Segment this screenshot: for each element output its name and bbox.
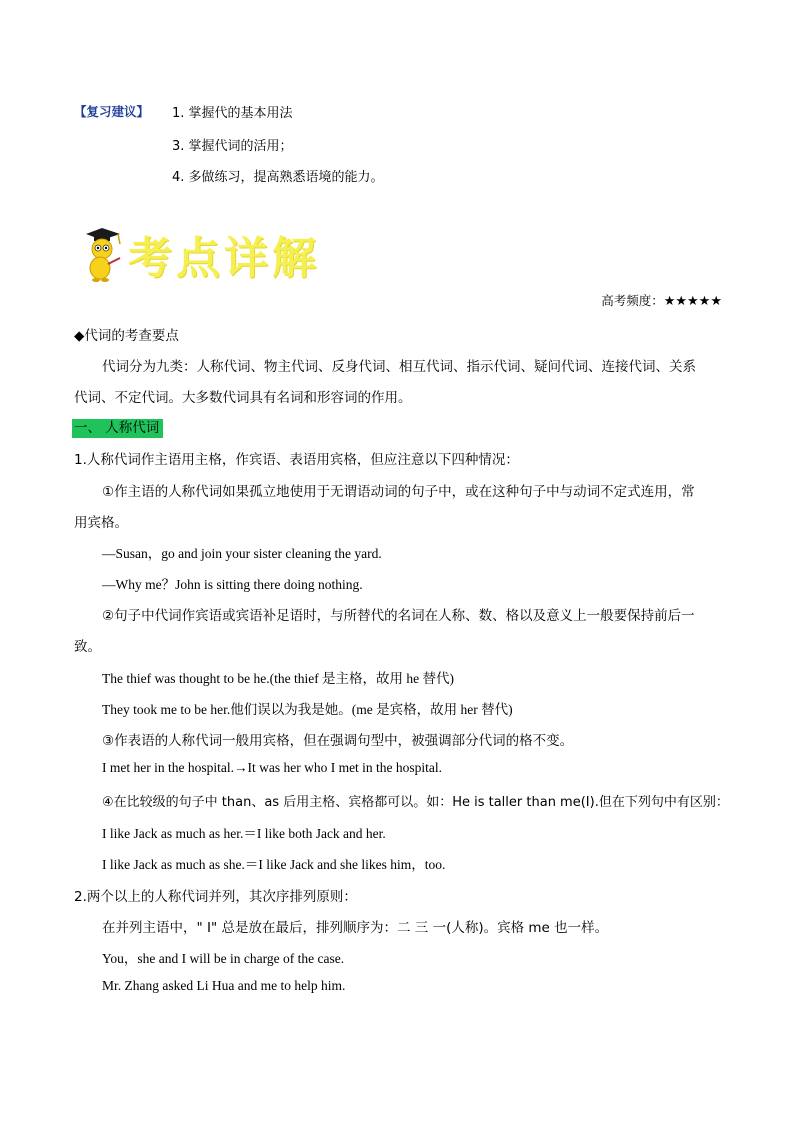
point-2-line: 在并列主语中，" I" 总是放在最后，排列顺序为：二 三 一(人称)。宾格 me 也一样。 [102,920,609,936]
point-1-title: 1.人称代词作主语用主格，作宾语、表语用宾格，但应注意以下四种情况： [74,452,519,468]
example-1b-2: They took me to be her.他们误以为我是她。(me 是宾格，故用 her 替代) [102,702,513,717]
exam-frequency [601,291,722,309]
example-1d-2: I like Jack as much as she.＝I like Jack and she likes him，too. [102,857,446,872]
review-item-3: 4. 多做练习，提高熟悉语境的能力。 [172,170,384,185]
point-1c-line: ③作表语的人称代词一般用宾格，但在强调句型中，被强调部分代词的格不变。 [102,733,574,749]
example-1d-1: I like Jack as much as her.＝I like both Jack and her. [102,826,386,841]
frequency-label: 高考频度： [601,293,664,308]
graduate-mascot-icon [80,224,124,282]
review-label: 【复习建议】 [74,104,150,119]
part-heading-personal-pronouns [72,416,163,436]
point-1b-line-2: 致。 [74,639,101,655]
part-heading-text: 一、 人称代词 [72,419,163,438]
point-2-title: 2.两个以上的人称代词并列，其次序排列原则： [74,889,357,905]
section-title: 考点详解 [128,233,320,284]
example-1c: I met her in the hospital.→It was her who I met in the hospital. [102,760,443,775]
intro-line-1: 代词分为九类：人称代词、物主代词、反身代词、相互代词、指示代词、疑问代词、连接代词、关系 [102,359,696,375]
intro-line-2: 代词、不定代词。大多数代词具有名词和形容词的作用。 [74,390,412,406]
example-1b-1: The thief was thought to be he.(the thief 是主格，故用 he 替代) [102,671,455,686]
frequency-stars: ★★★★★ [663,294,722,309]
example-2-1: You，she and I will be in charge of the case. [102,951,345,966]
point-1a-line-1: ①作主语的人称代词如果孤立地使用于无谓语动词的句子中，或在这种句子中与动词不定式连用，常 [102,484,695,500]
point-1a-line-2: 用宾格。 [74,515,128,531]
example-1a-2: —Why me？John is sitting there doing nothing. [102,577,363,592]
review-item-1: 1. 掌握代的基本用法 [172,106,293,121]
example-1a-1: —Susan，go and join your sister cleaning the yard. [102,546,382,561]
content-heading: ◆代词的考查要点 [74,328,179,344]
example-2-2: Mr. Zhang asked Li Hua and me to help him. [102,978,346,993]
point-1b-line-1: ②句子中代词作宾语或宾语补足语时，与所替代的名词在人称、数、格以及意义上一般要保持前后一 [102,608,695,624]
review-item-2: 3. 掌握代词的活用； [172,139,293,154]
point-1d-line: ④在比较级的句子中 than、as 后用主格、宾格都可以。如：He is taller than me(I).但在下列句中有区别： [102,795,729,810]
